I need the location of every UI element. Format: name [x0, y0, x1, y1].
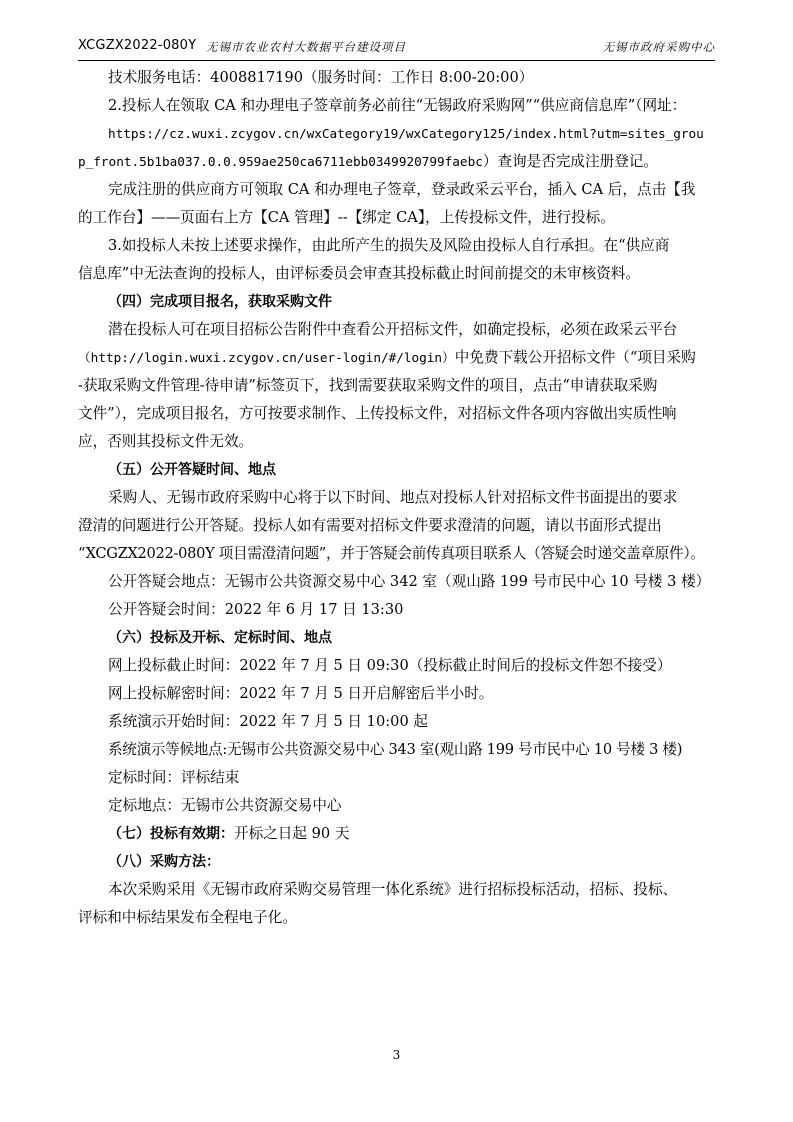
validity-text: 开标之日起 90 天: [234, 825, 350, 842]
paragraph-line: -获取采购文件管理-待申请”标签页下，找到需要获取采购文件的项目，点击“申请获取采购: [78, 377, 658, 394]
section-heading-4: （四）完成项目报名，获取采购文件: [108, 294, 332, 310]
section-heading-7-label: （七）投标有效期：: [108, 826, 234, 842]
paragraph-line: 应，否则其投标文件无效。: [78, 433, 254, 450]
url-line: https://cz.wuxi.zcygov.cn/wxCategory19/wxCategory125/index.html?utm=sites_grou: [108, 126, 704, 141]
paragraph-line: 2.投标人在领取 CA 和办理电子签章前务必前往“无锡政府采购网”“供应商信息库”（网址：: [108, 97, 687, 114]
paragraph-line: 的工作台】——页面右上方【CA 管理】--【绑定 CA】，上传投标文件，进行投标。: [78, 209, 615, 226]
project-name: 无锡市农业农村大数据平台建设项目: [206, 40, 406, 54]
paragraph-line: [78, 148, 730, 176]
paragraph-line: 网上投标截止时间：2022 年 7 月 5 日 09:30（投标截止时间后的投标文件恕不接受）: [108, 657, 672, 674]
paragraph-line: 网上投标解密时间：2022 年 7 月 5 日开启解密后半小时。: [108, 685, 494, 702]
page-number: 3: [392, 1048, 401, 1062]
paragraph-line: 系统演示等候地点:无锡市公共资源交易中心 343 室(观山路 199 号市民中心 10 号楼 3 楼): [108, 741, 683, 758]
section-heading-8: （八）采购方法：: [108, 854, 220, 870]
paragraph-line: 技术服务电话：4008817190（服务时间：工作日 8:00-20:00）: [108, 69, 534, 86]
paragraph-line: [78, 344, 730, 372]
paragraph-line: 公开答疑会地点：无锡市公共资源交易中心 342 室（观山路 199 号市民中心 10 号楼 3 楼）: [108, 573, 711, 590]
paragraph-line: 文件”），完成项目报名，方可按要求制作、上传投标文件，对招标文件各项内容做出实质性响: [78, 405, 677, 422]
project-code: XCGZX2022-080Y: [78, 38, 197, 53]
page-header: [78, 36, 715, 61]
url-text: p_front.5b1ba037.0.0.959ae250ca6711ebb0349920799faebc: [78, 154, 483, 169]
paragraph-line: 定标时间：评标结束: [108, 769, 240, 786]
paragraph-line: 系统演示开始时间：2022 年 7 月 5 日 10:00 起: [108, 713, 428, 730]
paragraph-text: 中免费下载公开招标文件（“项目采购: [454, 349, 696, 366]
paragraph-line: 定标地点：无锡市公共资源交易中心: [108, 797, 342, 814]
paragraph-text: ）查询是否完成注册登记。: [482, 153, 658, 170]
paragraph-line: 公开答疑会时间：2022 年 6 月 17 日 13:30: [108, 601, 404, 618]
paragraph-line: 3.如投标人未按上述要求操作，由此所产生的损失及风险由投标人自行承担。在“供应商: [108, 237, 670, 254]
paragraph-line: 本次采购采用《无锡市政府采购交易管理一体化系统》进行招标投标活动，招标、投标、: [108, 881, 678, 898]
paragraph-line: 评标和中标结果发布全程电子化。: [78, 909, 297, 926]
paragraph-line: 采购人、无锡市政府采购中心将于以下时间、地点对投标人针对招标文件书面提出的要求: [108, 489, 678, 506]
organization-name: 无锡市政府采购中心: [602, 40, 715, 54]
section-heading-6: （六）投标及开标、定标时间、地点: [108, 630, 332, 646]
login-url: （http://login.wuxi.zcygov.cn/user-login/#/login）: [78, 350, 455, 365]
section-heading-7: [78, 820, 730, 848]
paragraph-line: 信息库”中无法查询的投标人，由评标委员会审查其投标截止时间前提交的未审核资料。: [78, 265, 641, 282]
document-body: [78, 64, 730, 932]
paragraph-line: “XCGZX2022-080Y 项目需澄清问题”，并于答疑会前传真项目联系人（答疑会时递交盖章原件）。: [78, 545, 705, 562]
paragraph-line: 澄清的问题进行公开答疑。投标人如有需要对招标文件要求澄清的问题，请以书面形式提出: [78, 517, 662, 534]
section-heading-5: （五）公开答疑时间、地点: [108, 462, 276, 478]
paragraph-line: 潜在投标人可在项目招标公告附件中查看公开招标文件，如确定投标，必须在政采云平台: [108, 321, 678, 338]
paragraph-line: 完成注册的供应商方可领取 CA 和办理电子签章，登录政采云平台，插入 CA 后，点击【我: [108, 181, 696, 198]
